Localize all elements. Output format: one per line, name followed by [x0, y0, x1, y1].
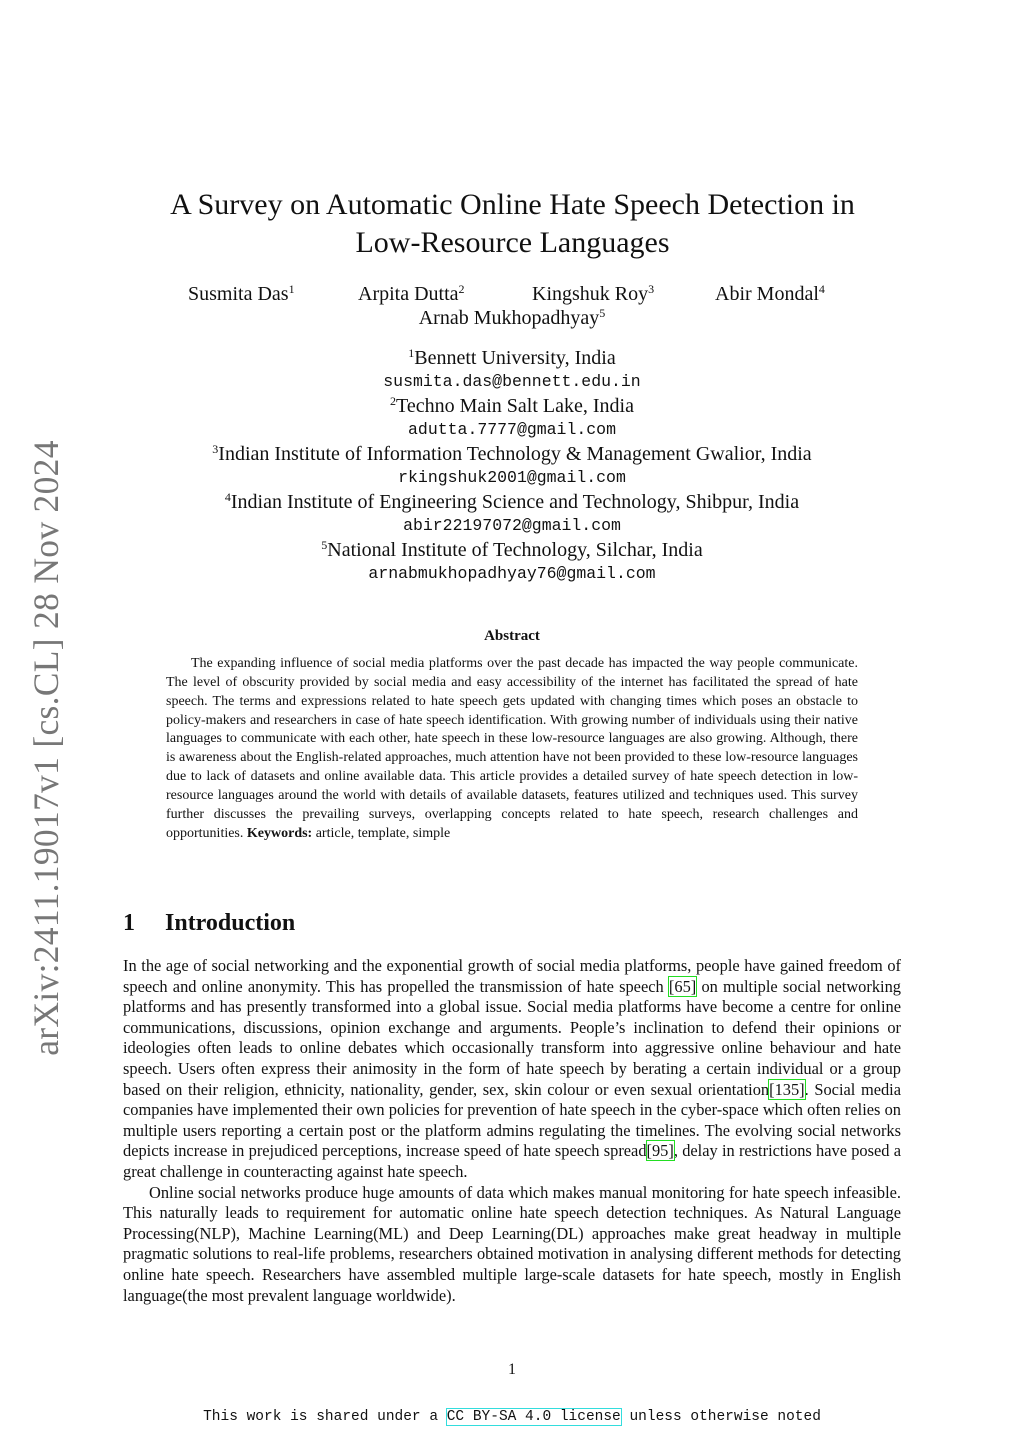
section-heading — [123, 910, 295, 937]
email-1: susmita.das@bennett.edu.in — [383, 372, 641, 391]
license-link[interactable]: CC BY-SA 4.0 license — [446, 1409, 621, 1425]
abstract-body — [166, 655, 858, 843]
citation-link[interactable]: [95] — [646, 1141, 674, 1161]
keywords: article, template, simple — [315, 825, 451, 841]
affiliation-list — [0, 346, 1024, 586]
author-3: Kingshuk Roy$^3$ — [532, 282, 655, 305]
license-notice: This work is shared under a CC BY-SA 4.0 license unless otherwise noted — [203, 1409, 821, 1425]
author-4: Abir Mondal$^4$ — [715, 282, 825, 305]
arxiv-identifier-stamp: arXiv:2411.19017v1 [cs.CL] 28 Nov 2024 — [26, 440, 66, 1056]
introduction-text — [123, 956, 901, 1306]
abstract-text: The expanding influence of social media platforms over the past decade has impacted the way people communicate. The level of obscurity provided by social media and easy accessibility of the internet has facilitated the spread of hate speech. The terms and expressions related to hate speech gets updated with changing times which poses an obstacle to policy-makers and researchers in case of hate speech identification. With growing number of individuals using their native languages to communicate with each other, hate speech in these low-resource languages are also growing. Although, there is awareness about the English-related approaches, much attention have not been provided to these low-resource languages due to lack of datasets and online available data. This article provides a detailed survey of hate speech detection in low-resource languages around the world with details of available datasets, features utilized and techniques used. This survey further discusses the prevailing surveys, overlapping concepts related to hate speech, research challenges and opportunities. — [166, 656, 858, 841]
affiliation-1: $^1$Bennett University, India — [408, 346, 616, 369]
page-number: 1 — [508, 1361, 516, 1378]
paper-title — [140, 186, 885, 262]
title-line-1: A Survey on Automatic Online Hate Speech Detection in — [170, 188, 855, 221]
title-line-2: Low-Resource Languages — [355, 226, 670, 259]
email-2: adutta.7777@gmail.com — [408, 420, 616, 439]
email-4: abir22197072@gmail.com — [403, 516, 621, 535]
section-title: Introduction — [165, 910, 296, 936]
intro-paragraph-2: Online social networks produce huge amounts of data which makes manual monitoring for hate speech infeasible. This naturally leads to requirement for automatic online hate speech detection techniques. As Natural Language Processing(NLP), Machine Learning(ML) and Deep Learning(DL) approaches make great headway in multiple pragmatic solutions to real-life problems, researchers obtained motivation in analysing different methods for detecting online hate speech. Researchers have assembled multiple large-scale datasets for hate speech, mostly in English language(the most prevalent language worldwide). — [123, 1182, 901, 1305]
author-5: Arnab Mukhopadhyay$^5$ — [418, 306, 606, 329]
author-1: Susmita Das$^1$ — [188, 282, 295, 305]
citation-link[interactable]: [135] — [769, 1079, 805, 1099]
affiliation-3: $^3$Indian Institute of Information Technology & Management Gwalior, India — [212, 442, 812, 465]
author-list — [0, 282, 1024, 306]
section-number: 1 — [123, 910, 135, 936]
email-5: arnabmukhopadhyay76@gmail.com — [368, 564, 656, 583]
affiliation-4: $^4$Indian Institute of Engineering Science and Technology, Shibpur, India — [224, 490, 800, 513]
author-2: Arpita Dutta$^2$ — [358, 282, 465, 305]
affiliation-2: $^2$Techno Main Salt Lake, India — [390, 394, 634, 417]
intro-paragraph-1: In the age of social networking and the exponential growth of social media platforms, people have gained freedom of speech and online anonymity. This has propelled the transmission of hate speech [65] on multiple social networking platforms and has presently transformed into a global issue. Social media platforms have become a centre for online communications, discussions, opinion exchange and arguments. People’s inclination to defend their opinions or ideologies often leads to online debates which occasionally transform into aggressive online behaviour and hate speech. Users often express their animosity in the form of hate speech by berating a certain individual or a group based on their religion, ethnicity, nationality, gender, sex, skin colour or even sexual orientation[135]. Social media companies have implemented their own policies for prevention of hate speech in the cyber-space which often relies on multiple users reporting a certain post or the platform admins regulating the timelines. The evolving social networks depicts increase in prejudiced perceptions, increase speed of hate speech spread[95], delay in restrictions have posed a great challenge in counteracting against hate speech. — [123, 956, 902, 1181]
citation-link[interactable]: [65] — [668, 976, 697, 996]
keywords-label: Keywords: — [246, 825, 313, 841]
email-3: rkingshuk2001@gmail.com — [398, 468, 626, 487]
affiliation-5: $^5$National Institute of Technology, Silchar, India — [321, 538, 703, 561]
abstract-heading: Abstract — [484, 628, 540, 644]
